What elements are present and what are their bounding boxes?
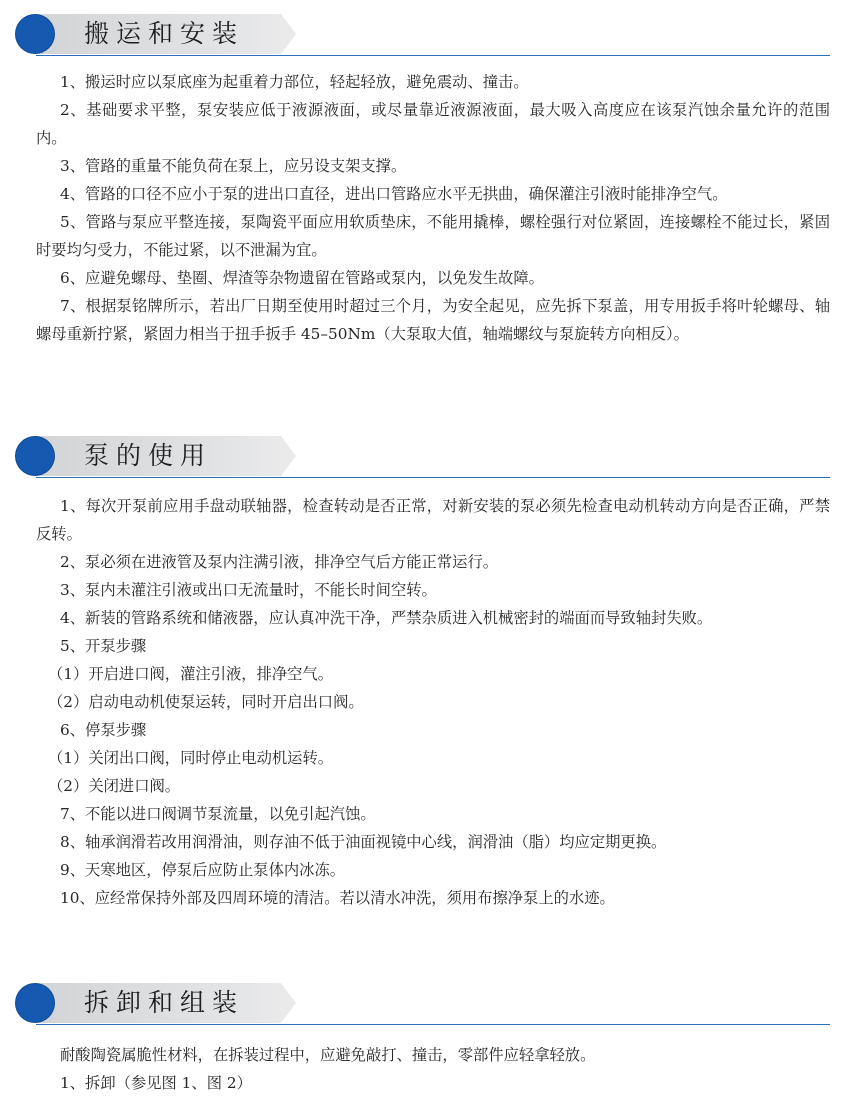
section-header [0,436,860,480]
paragraph: 3、泵内未灌注引液或出口无流量时，不能长时间空转。 [60,581,437,599]
section-title: 拆卸和组装 [84,988,245,1017]
paragraph: （2）关闭进口阀。 [48,777,181,795]
paragraph: 1、每次开泵前应用手盘动联轴器，检查转动是否正常，对新安装的泵必须先检查电动机转动方向是否正确，严禁反转。 [36,497,830,543]
section-body [0,68,860,348]
section-header [0,14,860,58]
paragraph: 6、停泵步骤 [60,721,147,739]
section-title: 泵的使用 [84,441,213,470]
paragraph: 5、管路与泵应平整连接，泵陶瓷平面应用软质垫床，不能用撬棒，螺栓强行对位紧固，连接螺栓不能过长，紧固时要均匀受力，不能过紧，以不泄漏为宜。 [36,213,830,259]
paragraph: 6、应避免螺母、垫圈、焊渣等杂物遗留在管路或泵内，以免发生故障。 [60,269,544,287]
paragraph: 4、管路的口径不应小于泵的进出口直径，进出口管路应水平无拱曲，确保灌注引液时能排净空气。 [60,185,728,203]
paragraph: 7、不能以进口阀调节泵流量，以免引起汽蚀。 [60,805,376,823]
bullet-dot-icon [16,984,54,1022]
paragraph: 耐酸陶瓷属脆性材料，在拆装过程中，应避免敲打、撞击，零部件应轻拿轻放。 [60,1046,596,1064]
paragraph: 9、天寒地区，停泵后应防止泵体内冰冻。 [60,861,346,879]
paragraph: 2、泵必须在进液管及泵内注满引液，排净空气后方能正常运行。 [60,553,499,571]
paragraph: 1、搬运时应以泵底座为起重着力部位，轻起轻放，避免震动、撞击。 [60,73,529,91]
paragraph: 1、拆卸（参见图 1、图 2） [60,1074,252,1092]
section-pump-usage [0,436,860,907]
paragraph: 7、根据泵铭牌所示，若出厂日期至使用时超过三个月，为安全起见，应先拆下泵盖，用专用扳手将叶轮螺母、轴螺母重新拧紧，紧固力相当于扭手扳手 45–50Nm（大泵取大值，轴端螺纹与泵旋转方向相反）。 [36,297,830,343]
paragraph: （1）关闭出口阀，同时停止电动机运转。 [48,749,334,767]
paragraph: 3、管路的重量不能负荷在泵上，应另设支架支撑。 [60,157,407,175]
section-divider [36,1024,830,1025]
section-body [0,1041,860,1097]
paragraph: 2、基础要求平整，泵安装应低于液源液面，或尽量靠近液源液面，最大吸入高度应在该泵汽蚀余量允许的范围内。 [36,101,830,147]
paragraph: 8、轴承润滑若改用润滑油，则存油不低于油面视镜中心线，润滑油（脂）均应定期更换。 [60,833,667,851]
section-disassembly-assembly [0,983,860,1092]
paragraph: 4、新装的管路系统和储液器，应认真冲洗干净，严禁杂质进入机械密封的端面而导致轴封失败。 [60,609,713,627]
section-body [0,492,860,912]
bullet-dot-icon [16,437,54,475]
paragraph: （2）启动电动机使泵运转，同时开启出口阀。 [48,693,364,711]
section-divider [36,55,830,56]
paragraph: 5、开泵步骤 [60,637,147,655]
paragraph: （1）开启进口阀，灌注引液，排净空气。 [48,665,334,683]
section-title: 搬运和安装 [84,19,245,48]
bullet-dot-icon [16,15,54,53]
section-handling-installation [0,14,860,343]
section-header [0,983,860,1027]
section-divider [36,477,830,478]
paragraph: 10、应经常保持外部及四周环境的清洁。若以清水冲洗，须用布擦净泵上的水迹。 [60,889,615,907]
